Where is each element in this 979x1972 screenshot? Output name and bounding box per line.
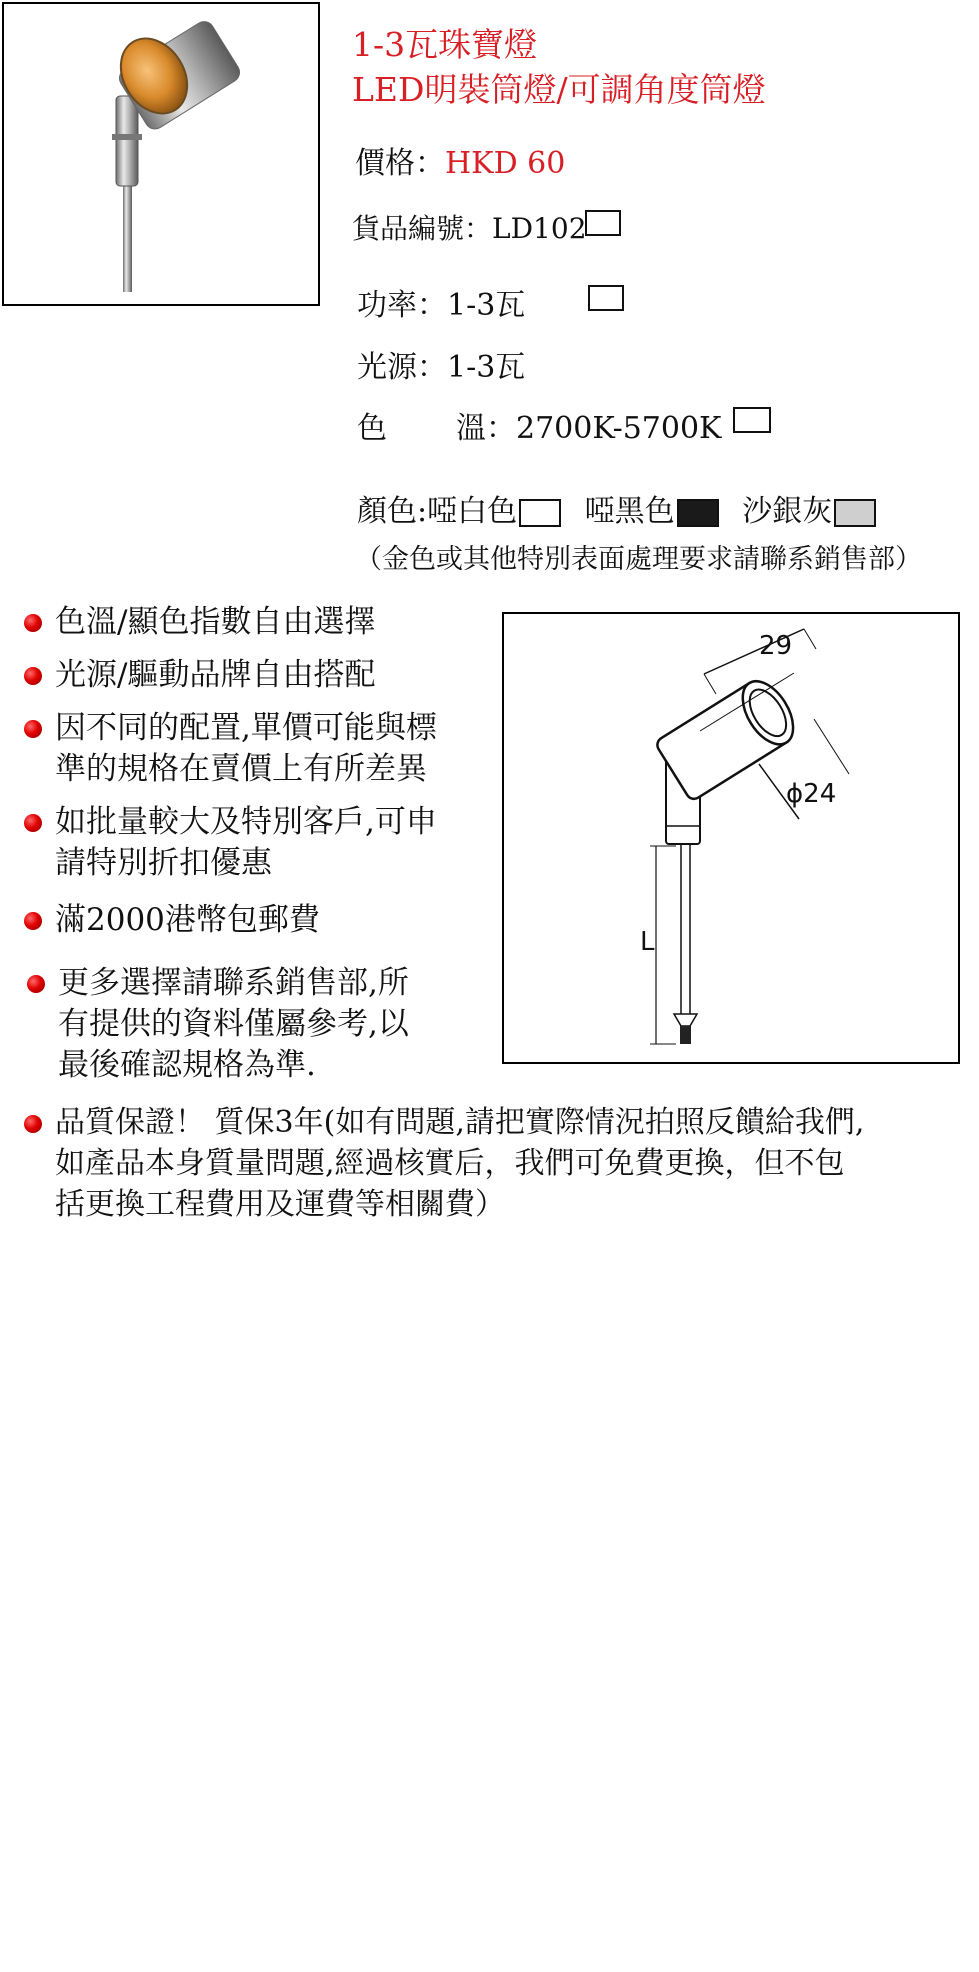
product-title-line1: 1-3瓦珠寶燈 [352,25,538,64]
note-line: 光源/驅動品牌自由搭配 [55,657,376,693]
silver-swatch [834,499,876,527]
code-checkbox[interactable] [585,210,621,236]
white-swatch [519,499,561,527]
temp-label-a: 色 [357,411,387,446]
bullet-dot [24,720,42,738]
price-label: 價格： [355,146,445,181]
stem-length-label: L [640,927,655,957]
color-option-black[interactable]: 啞黑色 [585,494,719,529]
diameter-dimension-label: ϕ24 [786,779,837,809]
note-line: 括更換工程費用及運費等相關費） [55,1187,505,1222]
black-swatch [677,499,719,527]
bullet-dot [24,614,42,632]
product-title-line2: LED明裝筒燈/可調角度筒燈 [352,70,766,109]
note-line: 因不同的配置,單價可能與標 [55,710,437,746]
color-options-row [357,486,876,530]
length-dimension-label: 29 [759,631,793,661]
dimension-diagram [502,612,960,1064]
color-label: 顏色: [357,494,428,529]
note-line: 最後確認規格為準. [58,1047,316,1083]
spotlight-photo-illustration [4,4,318,304]
price-row [355,138,565,182]
power-row [357,280,525,324]
spotlight-line-drawing [504,614,958,1062]
product-photo [2,2,320,306]
temp-value: 2700K-5700K [516,411,722,446]
note-line: 滿2000港幣包郵費 [55,902,320,938]
source-label: 光源： [357,350,447,385]
note-line: 請特別折扣優惠 [55,845,272,881]
temp-checkbox[interactable] [733,407,771,433]
temp-row [456,403,721,447]
code-value: LD102 [492,212,587,245]
bullet-dot [24,1115,42,1133]
bullet-dot [24,814,42,832]
power-value: 1-3瓦 [447,288,526,323]
note-line: 如產品本身質量問題,經過核實后，我們可免費更換，但不包 [55,1146,845,1181]
code-label: 貨品編號： [352,212,493,245]
note-line: 色溫/顯色指數自由選擇 [55,604,376,640]
color-note: （金色或其他特別表面處理要求請聯系銷售部） [355,544,922,575]
note-line: 如批量較大及特別客戶,可申 [55,804,437,840]
note-line: 更多選擇請聯系銷售部,所 [58,965,409,1001]
source-value: 1-3瓦 [447,350,526,385]
color-option-white[interactable]: 啞白色 [427,494,561,529]
note-line: 有提供的資料僅屬參考,以 [58,1006,409,1042]
note-line: 準的規格在賣價上有所差異 [55,751,427,787]
bullet-dot [27,975,45,993]
bullet-dot [24,667,42,685]
code-row [352,207,587,247]
color-option-silver[interactable]: 沙銀灰 [742,494,876,529]
source-row [357,342,525,386]
price-value: HKD 60 [445,146,566,181]
bullet-dot [24,912,42,930]
note-line: 品質保證！ 質保3年(如有問題,請把實際情況拍照反饋給我們, [55,1105,865,1140]
power-label: 功率： [357,288,447,323]
power-checkbox[interactable] [588,285,624,311]
temp-label-b: 溫： [456,411,516,446]
